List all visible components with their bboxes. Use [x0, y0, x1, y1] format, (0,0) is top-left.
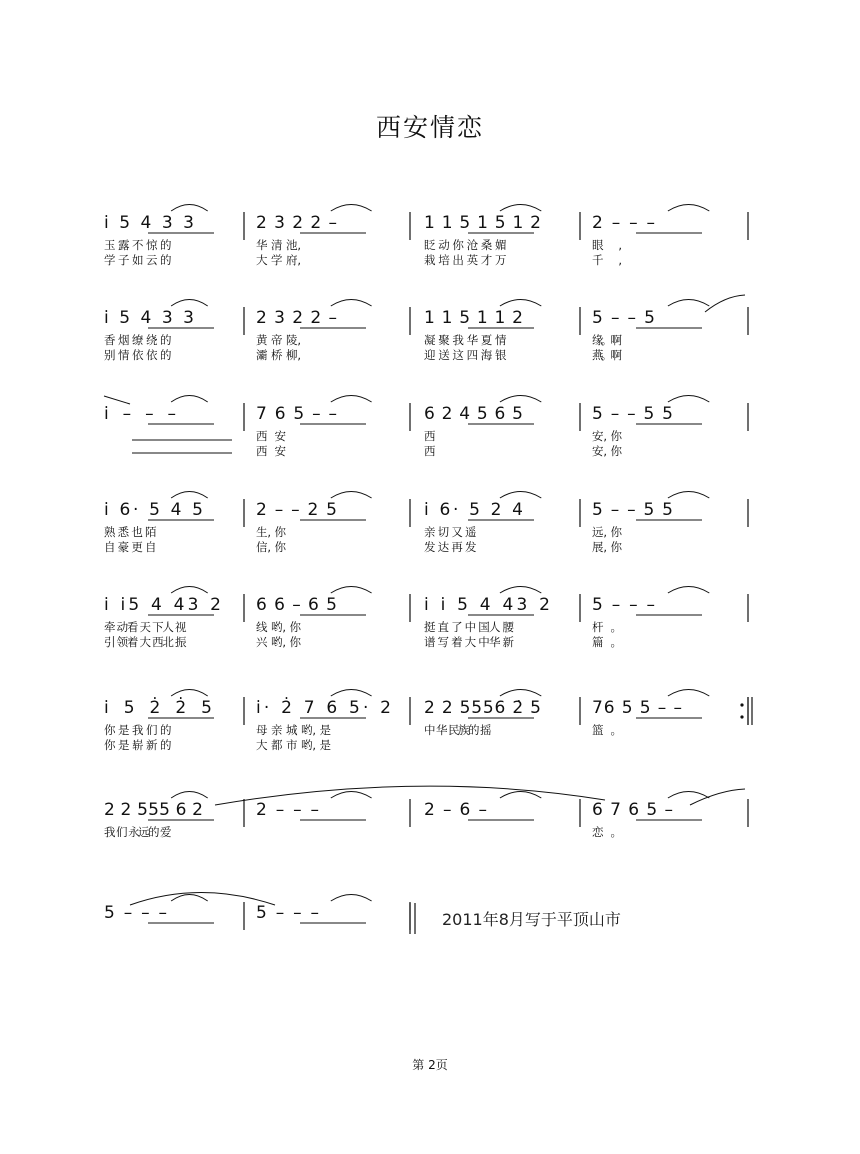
- slur-arc: [331, 792, 372, 799]
- slur-arc: [331, 895, 372, 902]
- lyric-verse-2: 兴 哟, 你: [256, 635, 301, 649]
- lyric-verse-2: 别 情 依 依 的: [104, 348, 172, 362]
- measure-notes: 2 2 5556 2̇ 5: [424, 698, 541, 718]
- lyric-verse-1: 华 清 池,: [256, 238, 301, 252]
- slur-arc: [331, 396, 372, 403]
- lyric-verse-2: 西: [424, 444, 436, 458]
- lyric-verse-1: 眼,: [592, 238, 622, 252]
- slur-arc: [331, 690, 372, 697]
- lyric-verse-1: 远, 你: [592, 525, 622, 539]
- lyric-verse-1: 线 哟, 你: [256, 620, 301, 634]
- lyric-verse-1: 亲 切 又 遥: [424, 525, 477, 539]
- lyric-verse-1: 恋。: [592, 825, 622, 839]
- measure-notes: 5 – – 5 5: [592, 404, 673, 424]
- measure-notes: 5 – – 5 5: [592, 500, 673, 520]
- measure-notes: 2 – – 2 5: [256, 500, 337, 520]
- lyric-verse-2: 展, 你: [592, 540, 622, 554]
- measure-notes: i̇ i̇5 4 43 2: [104, 595, 221, 615]
- lyric-verse-2: 学 子 如 云 的: [104, 253, 172, 267]
- lyric-verse-2: 谱 写 着 大 中华 新: [424, 635, 514, 649]
- slur-arc: [668, 492, 709, 499]
- repeat-dot: [740, 703, 743, 706]
- lyric-verse-1: 玉 露 不 惊 的: [104, 238, 172, 252]
- slur-arc: [668, 300, 709, 307]
- composition-note: 2011年8月写于平顶山市: [442, 910, 621, 929]
- lyric-verse-1: 中 华 民族的 摇: [424, 723, 492, 737]
- slur-arc: [668, 587, 709, 594]
- lyric-verse-2: 发 达 再 发: [424, 540, 477, 554]
- slur-arc: [668, 396, 709, 403]
- lyric-verse-1: 西: [424, 429, 436, 443]
- measure-notes: 2 – – –: [256, 800, 319, 820]
- lyric-verse-1: 熟 悉 也 陌: [104, 525, 157, 539]
- lyric-verse-1: 安, 你: [592, 429, 622, 443]
- slur-arc: [171, 300, 208, 307]
- measure-notes: 2 – – –: [592, 213, 655, 233]
- lyric-verse-2: 引 领着 大 西北 振: [104, 635, 187, 649]
- repeat-dot: [740, 715, 743, 718]
- lyric-verse-1: 生, 你: [256, 525, 286, 539]
- lyric-verse-2: 自 豪 更 自: [104, 540, 157, 554]
- measure-notes: 76 5 5 – –: [592, 698, 682, 718]
- measure-notes: i̇ 6· 5 2 4: [424, 500, 523, 520]
- slur-arc: [500, 690, 541, 697]
- measure-notes: 2 3 2 2 –: [256, 213, 337, 233]
- song-title: 西安情恋: [375, 113, 484, 142]
- measure-notes: 7 6 5 – –: [256, 404, 337, 424]
- tie-continuation: [104, 396, 130, 404]
- measure-notes: 5 – – –: [256, 903, 319, 923]
- lyric-verse-2: 灞 桥 柳,: [256, 348, 301, 362]
- measure-notes: i̇ 6· 5 4 5: [104, 500, 203, 520]
- slur-arc: [331, 492, 372, 499]
- lyric-verse-1: 你 是 我 们 的: [104, 723, 172, 737]
- slur-arc: [331, 205, 372, 212]
- slur-arc: [668, 205, 709, 212]
- lyric-verse-1: 杆。: [592, 620, 622, 634]
- lyric-verse-2: 栽 培 出 英 才 万: [424, 253, 507, 267]
- measure-notes: 2 – 6 –: [424, 800, 487, 820]
- slur-arc: [500, 396, 541, 403]
- slur-arc: [171, 396, 208, 403]
- measure-notes: 5 – – –: [592, 595, 655, 615]
- measure-notes: 2 3 2 2 –: [256, 308, 337, 328]
- slur-arc: [690, 789, 745, 805]
- lyric-verse-1: 缘。 啊: [592, 333, 622, 347]
- measure-notes: i̇ 5 2̇ 2̇ 5: [104, 698, 212, 718]
- slur-arc: [331, 300, 372, 307]
- slur-arc: [705, 295, 745, 312]
- slur-arc: [500, 205, 541, 212]
- slur-arc: [171, 492, 208, 499]
- lyric-verse-1: 黄 帝 陵,: [256, 333, 301, 347]
- slur-arc: [171, 690, 208, 697]
- measure-notes: i̇ 5 4 3 3: [104, 213, 194, 233]
- lyric-verse-2: 篇。: [592, 635, 622, 649]
- measure-notes: 6 6 – 6 5: [256, 595, 337, 615]
- lyric-verse-1: 香 烟 缭 绕 的: [104, 333, 172, 347]
- slur-arc: [500, 300, 541, 307]
- lyric-verse-2: 西 安: [256, 444, 286, 458]
- lyric-verse-1: 牵 动看 天 下人 视: [104, 620, 187, 634]
- lyric-verse-2: 信, 你: [256, 540, 286, 554]
- lyric-verse-2: 千,: [592, 253, 622, 267]
- lyric-verse-2: 你 是 崭 新 的: [104, 738, 172, 752]
- lyric-verse-1: 挺 直 了 中 国人 腰: [424, 620, 514, 634]
- lyric-verse-1: 篮。: [592, 723, 622, 737]
- measure-notes: 6 2 4 5 6 5: [424, 404, 523, 424]
- measure-notes: i̇ 5 4 3 3: [104, 308, 194, 328]
- lyric-verse-1: 西 安: [256, 429, 286, 443]
- lyric-verse-2: 燕。 啊: [592, 348, 622, 362]
- measure-notes: 5 – – –: [104, 903, 167, 923]
- slur-arc: [500, 792, 541, 799]
- lyric-verse-1: 我 们 永远的 爱: [104, 825, 172, 839]
- page-number: 第 2页: [412, 1058, 448, 1072]
- measure-notes: 1 1 5 1 5 1 2: [424, 213, 541, 233]
- slur-arc: [668, 792, 709, 799]
- slur-arc: [500, 587, 541, 594]
- lyric-verse-2: 大 都 市 哟, 是: [256, 738, 331, 752]
- lyric-verse-2: 大 学 府,: [256, 253, 301, 267]
- lyric-verse-1: 母 亲 城 哟, 是: [256, 723, 331, 737]
- measure-notes: i̇ i̇ 5 4 43 2: [424, 595, 550, 615]
- measure-notes: 1 1 5 1 1 2: [424, 308, 523, 328]
- measure-notes: 5 – – 5: [592, 308, 655, 328]
- measure-notes: i̇ – – –: [104, 404, 176, 424]
- slur-arc: [171, 792, 208, 799]
- lyric-verse-2: 安, 你: [592, 444, 622, 458]
- slur-arc: [500, 492, 541, 499]
- slur-arc: [171, 205, 208, 212]
- measure-notes: 6 7 6 5 –: [592, 800, 673, 820]
- lyric-verse-1: 眨 动 你 沧 桑 媚: [424, 238, 507, 252]
- lyric-verse-2: 迎 送 这 四 海 银: [424, 348, 507, 362]
- slur-arc: [668, 690, 709, 697]
- slur-arc: [331, 587, 372, 594]
- measure-notes: i̇· 2̇ 7 6 5· 2: [256, 698, 391, 718]
- slur-arc: [171, 587, 208, 594]
- slur-arc: [171, 895, 208, 902]
- lyric-verse-1: 凝 聚 我 华 夏 情: [424, 333, 507, 347]
- measure-notes: 2 2 555 6 2: [104, 800, 203, 820]
